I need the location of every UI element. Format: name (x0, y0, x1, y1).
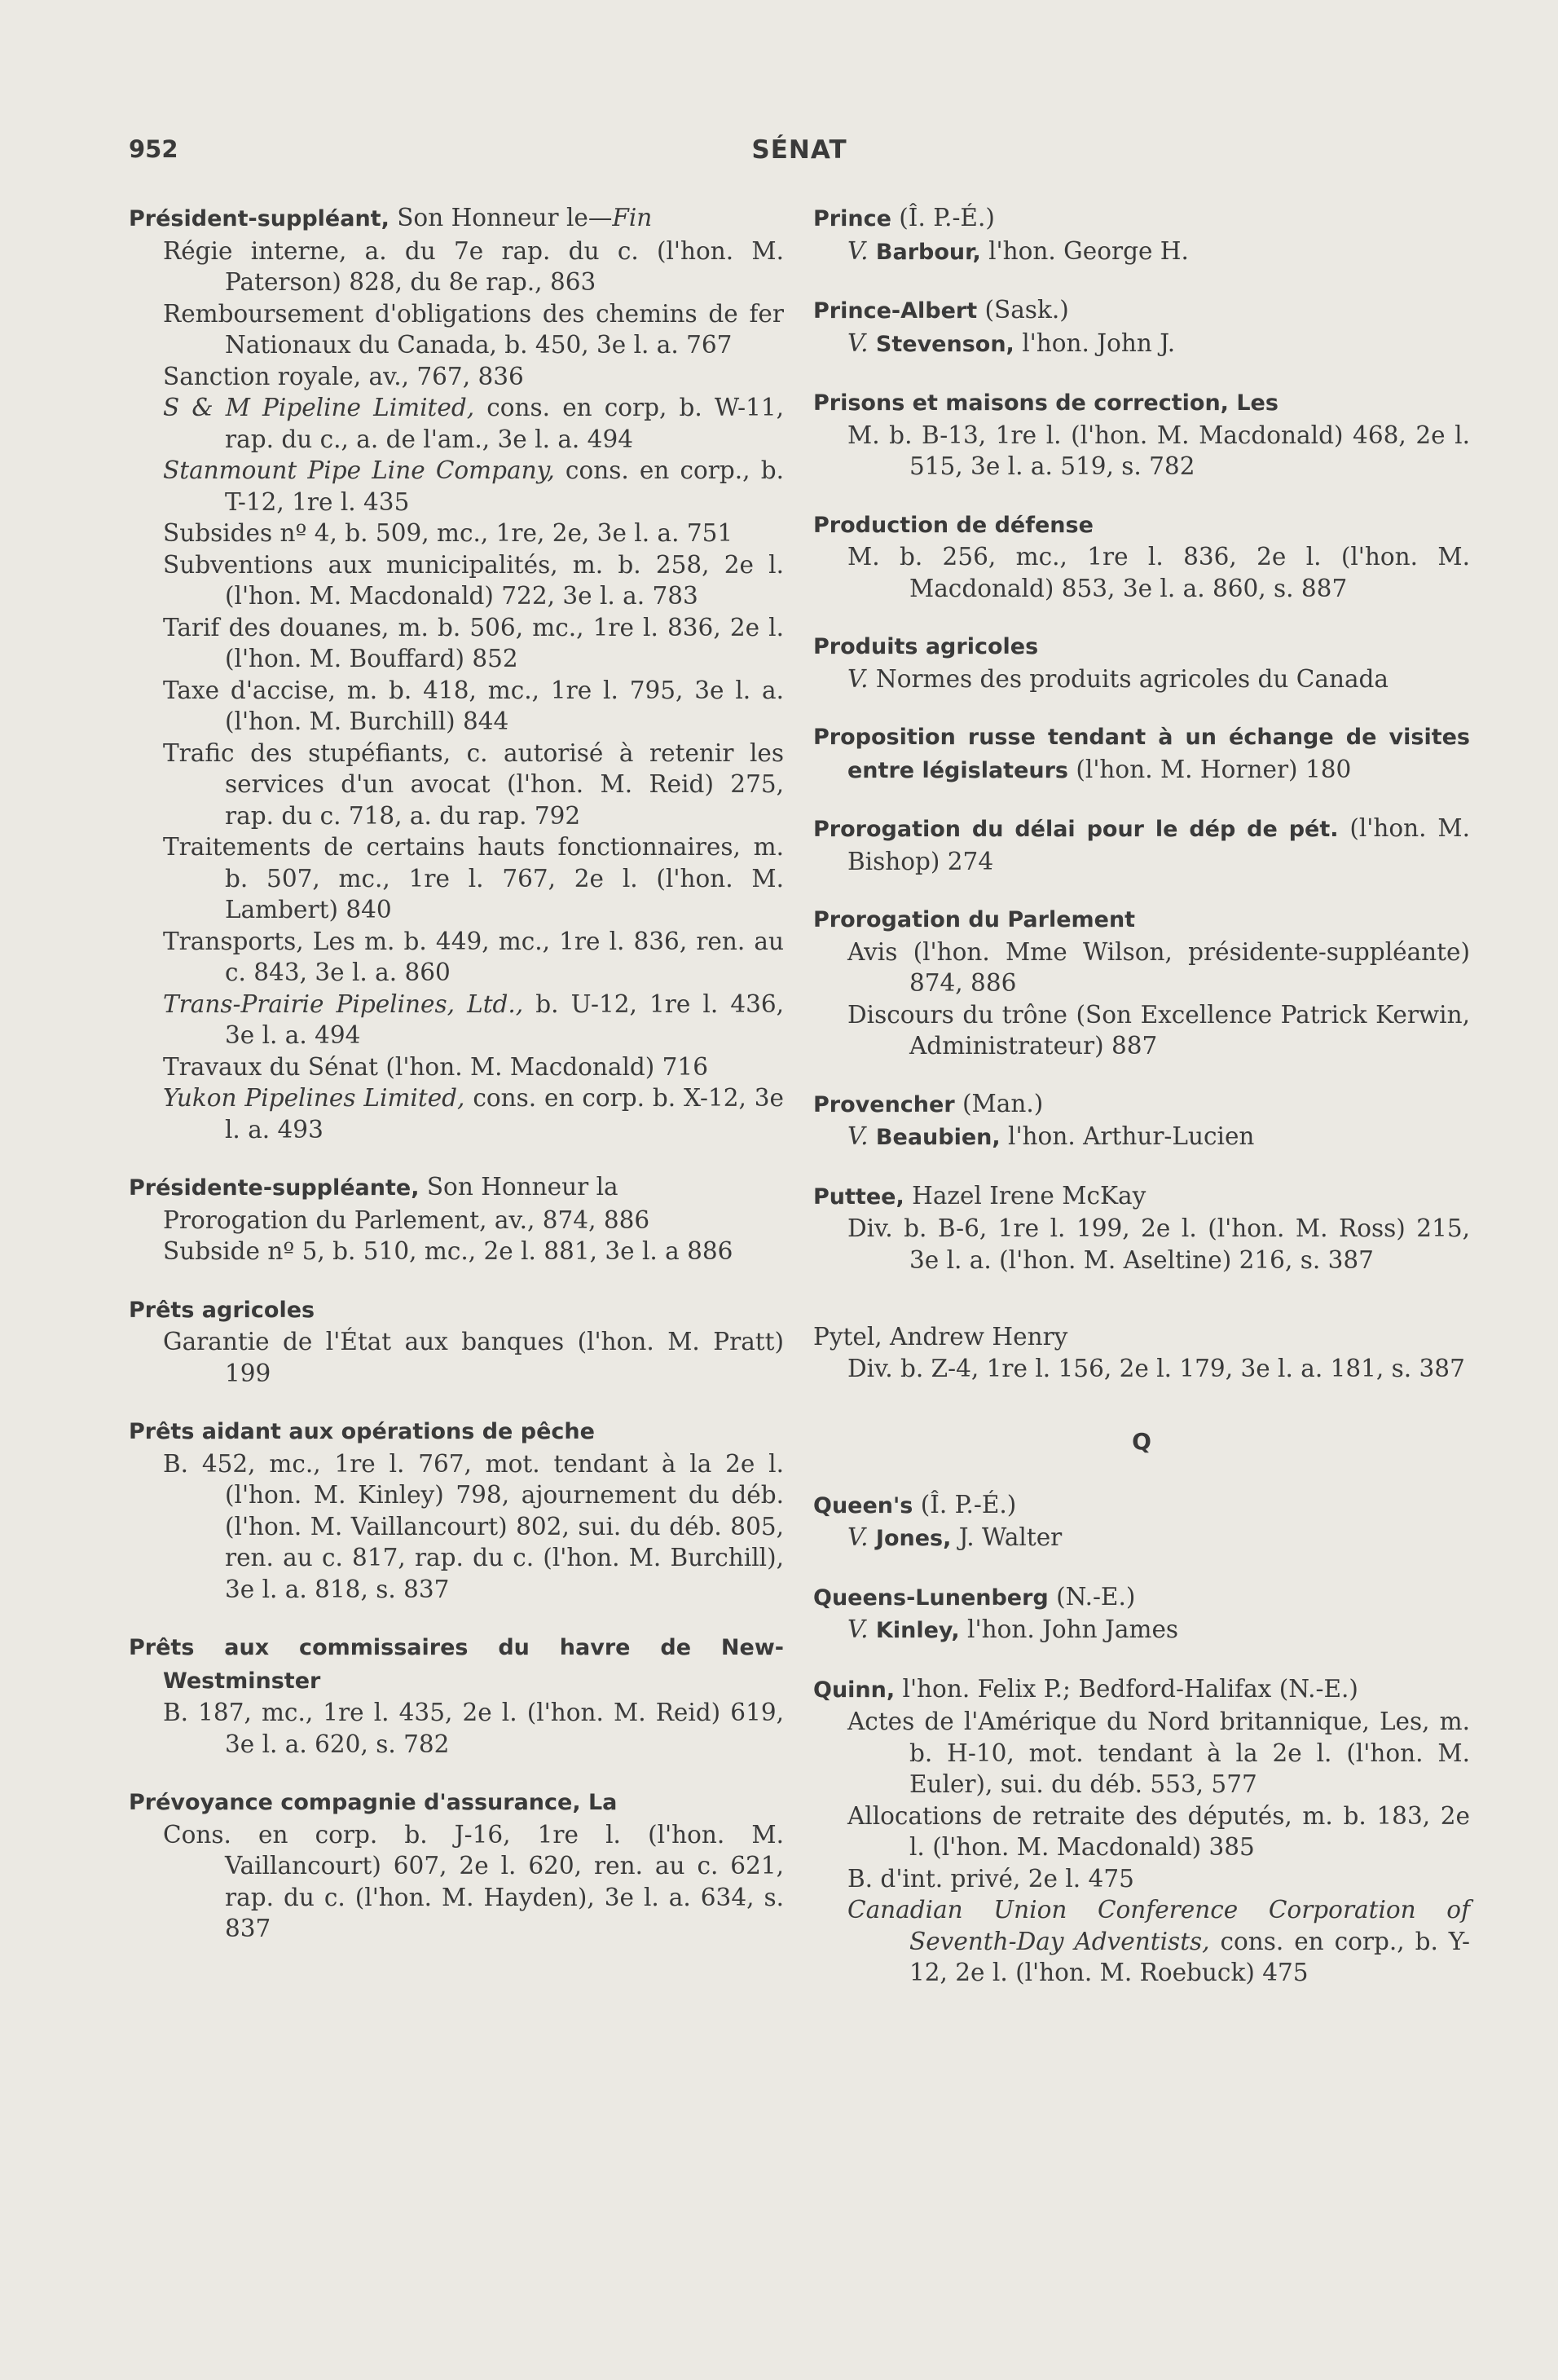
see-prefix: V. (847, 1523, 869, 1551)
entry-heading (813, 1673, 1470, 1707)
see-rest: l'hon. George H. (980, 236, 1189, 265)
sub-entry-text: B. d'int. privé, 2e l. 475 (847, 1864, 1134, 1893)
sub-entry (129, 612, 784, 675)
sub-entry-text: Remboursement d'obligations des chemins de fer Nationaux du Canada, b. 450, 3e l. a. 767 (163, 299, 784, 359)
index-entry (813, 202, 1470, 268)
running-title: SÉNAT (751, 135, 847, 165)
heading-extra: Fin (612, 204, 653, 231)
sub-entry-text: Garantie de l'État aux banques (l'hon. M. Pratt) 199 (163, 1328, 784, 1387)
sub-entry (813, 420, 1470, 483)
section-letter: Q (1132, 1428, 1151, 1455)
sub-entry-text: Sanction royale, av., 767, 836 (163, 362, 524, 390)
sub-entry (129, 738, 784, 832)
see-rest: l'hon. John James (959, 1615, 1179, 1643)
index-entry (129, 1294, 784, 1390)
sub-entry-text: cons. en corp. b. X-12, 3e l. a. 493 (225, 1084, 785, 1144)
sub-entry (813, 1800, 1470, 1863)
heading-text: Hazel Irene McKay (904, 1181, 1146, 1210)
entry-heading (813, 903, 1470, 937)
index-entry (813, 294, 1470, 360)
index-entry (813, 630, 1470, 694)
see-reference (813, 663, 1470, 695)
sub-entry-text: Prorogation du Parlement, av., 874, 886 (163, 1205, 650, 1234)
heading-term: Puttee, (813, 1183, 904, 1210)
sub-entry-text: cons. en corp., b. T-12, 1re l. 435 (225, 456, 784, 516)
heading-term: Prêts aux commissaires du havre de New-Westminster (129, 1635, 784, 1694)
entry-heading (813, 202, 1470, 236)
heading-text: Son Honneur la (419, 1173, 618, 1201)
heading-text: Pytel, Andrew Henry (813, 1323, 1068, 1351)
sub-entry (129, 1205, 784, 1236)
heading-term: Prisons et maisons de correction, Les (813, 390, 1279, 416)
see-rest: l'hon. Arthur-Lucien (1000, 1122, 1255, 1150)
sub-entry (813, 937, 1470, 999)
sub-entry-text: Allocations de retraite des députés, m. b. 183, 2e l. (l'hon. M. Macdonald) 385 (847, 1801, 1470, 1861)
index-entry (813, 721, 1470, 787)
sub-entry-italic: Stanmount Pipe Line Company, (163, 456, 555, 484)
sub-entry-italic: Trans-Prairie Pipelines, Ltd., (163, 989, 524, 1018)
sub-entry (129, 1448, 784, 1606)
heading-term: Proposition russe tendant à un échange de visites entre législateurs (813, 725, 1470, 783)
sub-entry (813, 1863, 1470, 1895)
sub-entry (129, 1326, 784, 1389)
see-rest: Normes des produits agricoles du Canada (875, 664, 1389, 693)
index-entry (813, 1489, 1470, 1555)
sub-entry-text: Subside nº 5, b. 510, mc., 2e l. 881, 3e l. a 886 (163, 1237, 733, 1265)
index-entry (813, 1581, 1470, 1647)
sub-entry (129, 1236, 784, 1267)
sub-entry (129, 455, 784, 518)
index-entry (813, 1088, 1470, 1154)
sub-entry-italic: Canadian Union Conference Corporation of Seventh-Day Adventists, (847, 1896, 1470, 1955)
sub-entry-text: Cons. en corp. b. J-16, 1re l. (l'hon. M. Vaillancourt) 607, 2e l. 620, ren. au c. 621, rap. du c. (l'hon. M. Hayden), 3e l. a. 634, s. 837 (163, 1820, 784, 1942)
entry-heading (129, 1631, 784, 1697)
see-reference (813, 1522, 1470, 1555)
see-reference (813, 1614, 1470, 1647)
heading-term: Prorogation du Parlement (813, 907, 1136, 932)
heading-term: Prévoyance compagnie d'assurance, La (129, 1790, 618, 1815)
sub-entry (813, 1213, 1470, 1276)
see-prefix: V. (847, 236, 869, 265)
sub-entry (129, 392, 784, 455)
see-reference (813, 236, 1470, 269)
heading-text: (l'hon. M. Bishop) 274 (847, 814, 1470, 875)
entry-heading (813, 1489, 1470, 1523)
sub-entry (129, 926, 784, 989)
sub-entry-text: Régie interne, a. du 7e rap. du c. (l'hon. M. Paterson) 828, du 8e rap., 863 (163, 236, 784, 296)
sub-entry (129, 831, 784, 926)
sub-entry-text: cons. en corp, b. W-11, rap. du c., a. de l'am., 3e l. a. 494 (225, 394, 784, 453)
heading-text: l'hon. Felix P.; Bedford-Halifax (N.-E.) (895, 1674, 1358, 1703)
see-name: Beaubien, (875, 1125, 1001, 1150)
sub-entry (129, 1051, 784, 1083)
sub-entry-text: Avis (l'hon. Mme Wilson, présidente-suppléante) 874, 886 (847, 937, 1470, 997)
entry-heading (129, 1171, 784, 1205)
heading-term: Quinn, (813, 1677, 896, 1703)
index-entry (813, 509, 1470, 605)
sub-entry (813, 1706, 1470, 1800)
sub-entry (813, 1353, 1470, 1385)
page-header (129, 135, 1470, 176)
sub-entry-text: Div. b. Z-4, 1re l. 156, 2e l. 179, 3e l. a. 181, s. 387 (847, 1354, 1465, 1382)
index-entry (813, 386, 1470, 483)
entry-heading (813, 630, 1470, 663)
sub-entry-text: Tarif des douanes, m. b. 506, mc., 1re l. 836, 2e l. (l'hon. M. Bouffard) 852 (163, 613, 784, 672)
entry-heading (813, 386, 1470, 420)
sub-entry-text: B. 452, mc., 1re l. 767, mot. tendant à la 2e l. (l'hon. M. Kinley) 798, ajournement du déb. (l'hon. M. Vaillancourt) 802, sui. du déb. 805, ren. au c. 817, rap. du c. (l'hon. M. Burchill), 3e l. a. 818, s. 837 (163, 1449, 784, 1603)
sub-entry-text: Actes de l'Amérique du Nord britannique, Les, m. b. H-10, mot. tendant à la 2e l. (l'hon. M. Euler), sui. du déb. 553, 577 (847, 1708, 1470, 1798)
see-name: Jones, (875, 1526, 952, 1551)
heading-text: (Î. P.-É.) (891, 204, 995, 231)
entry-heading (813, 721, 1470, 787)
entry-heading (129, 1294, 784, 1327)
heading-term: Prince-Albert (813, 298, 978, 324)
heading-term: Président-suppléant, (129, 206, 390, 231)
index-entry (129, 1171, 784, 1267)
heading-text: (l'hon. M. Horner) 180 (1068, 755, 1352, 783)
heading-term: Présidente-suppléante, (129, 1175, 420, 1201)
sub-entry-text: M. b. 256, mc., 1re l. 836, 2e l. (l'hon. M. Macdonald) 853, 3e l. a. 860, s. 887 (847, 543, 1470, 602)
heading-text: (Î. P.-É.) (913, 1490, 1017, 1518)
heading-text: (N.-E.) (1048, 1582, 1136, 1611)
entry-heading (129, 1415, 784, 1448)
sub-entry-text: Trafic des stupéfiants, c. autorisé à retenir les services d'un avocat (l'hon. M. Reid) 275, rap. du c. 718, a. du rap. 792 (163, 738, 784, 830)
sub-entry-text: M. b. B-13, 1re l. (l'hon. M. Macdonald) 468, 2e l. 515, 3e l. a. 519, s. 782 (847, 421, 1470, 480)
heading-term: Queen's (813, 1492, 913, 1518)
sub-entry-text: Subventions aux municipalités, m. b. 258, 2e l. (l'hon. M. Macdonald) 722, 3e l. a. 783 (163, 550, 784, 610)
sub-entry (129, 518, 784, 549)
see-name: Kinley, (875, 1618, 960, 1643)
entry-heading (813, 509, 1470, 542)
heading-term: Prorogation du délai pour le dép de pét. (813, 817, 1339, 842)
see-reference (813, 1121, 1470, 1154)
index-entry (813, 903, 1470, 1062)
sub-entry (129, 361, 784, 393)
heading-text: (Man.) (954, 1089, 1044, 1117)
heading-text: (Sask.) (977, 296, 1069, 324)
heading-term: Queens-Lunenberg (813, 1584, 1049, 1611)
sub-entry (813, 1894, 1470, 1989)
entry-heading (129, 1786, 784, 1819)
sub-entry-text: Taxe d'accise, m. b. 418, mc., 1re l. 795, 3e l. a. (l'hon. M. Burchill) 844 (163, 676, 784, 735)
see-rest: J. Walter (951, 1523, 1063, 1551)
index-column-right (813, 202, 1470, 2015)
sub-entry-text: Subsides nº 4, b. 509, mc., 1re, 2e, 3e l. a. 751 (163, 519, 733, 547)
page-number: 952 (129, 135, 178, 163)
heading-term: Provencher (813, 1091, 955, 1117)
heading-term: Produits agricoles (813, 634, 1039, 659)
index-entry (129, 1415, 784, 1605)
sub-entry-text: Travaux du Sénat (l'hon. M. Macdonald) 716 (163, 1052, 708, 1081)
heading-term: Prêts aidant aux opérations de pêche (129, 1419, 595, 1444)
index-entry (813, 1321, 1470, 1384)
see-prefix: V. (847, 1122, 869, 1150)
see-prefix: V. (847, 1615, 869, 1643)
sub-entry-italic: Yukon Pipelines Limited, (163, 1084, 465, 1112)
sub-entry-text: Discours du trône (Son Excellence Patrick Kerwin, Administrateur) 887 (847, 1000, 1470, 1060)
sub-entry (813, 541, 1470, 604)
sub-entry-text: B. 187, mc., 1re l. 435, 2e l. (l'hon. M. Reid) 619, 3e l. a. 620, s. 782 (163, 1699, 784, 1758)
index-column-left (129, 202, 784, 1971)
index-entry (129, 1631, 784, 1760)
heading-text: Son Honneur le— (389, 204, 613, 231)
see-rest: l'hon. John J. (1014, 328, 1176, 357)
index-entry (813, 1673, 1470, 1989)
sub-entry (129, 236, 784, 298)
sub-entry-text: cons. en corp., b. Y-12, 2e l. (l'hon. M. Roebuck) 475 (909, 1927, 1470, 1986)
entry-heading (813, 1088, 1470, 1122)
sub-entry-text: Div. b. B-6, 1re l. 199, 2e l. (l'hon. M. Ross) 215, 3e l. a. (l'hon. M. Aseltine) 216, s. 387 (847, 1214, 1470, 1274)
entry-heading (813, 1180, 1470, 1214)
sub-entry (129, 675, 784, 738)
sub-entry (129, 298, 784, 361)
index-entry (129, 1786, 784, 1945)
entry-heading (813, 813, 1470, 877)
sub-entry-italic: S & M Pipeline Limited, (163, 394, 475, 421)
sub-entry-text: Transports, Les m. b. 449, mc., 1re l. 836, ren. au c. 843, 3e l. a. 860 (163, 927, 784, 986)
sub-entry (129, 1819, 784, 1945)
sub-entry (129, 1082, 784, 1145)
see-prefix: V. (847, 328, 869, 357)
index-entry (813, 1180, 1470, 1276)
index-entry (129, 202, 784, 1145)
see-prefix: V. (847, 664, 869, 693)
sub-entry-text: Traitements de certains hauts fonctionnaires, m. b. 507, mc., 1re l. 767, 2e l. (l'hon. M. Lambert) 840 (163, 833, 784, 923)
see-name: Barbour, (875, 239, 981, 265)
sub-entry (813, 999, 1470, 1062)
entry-heading (813, 1321, 1470, 1353)
heading-term: Production de défense (813, 512, 1094, 538)
sub-entry (129, 1697, 784, 1760)
sub-entry-text: b. U-12, 1re l. 436, 3e l. a. 494 (225, 989, 785, 1049)
sub-entry (129, 549, 784, 612)
see-reference (813, 328, 1470, 361)
entry-heading (129, 202, 784, 236)
see-name: Stevenson, (875, 331, 1014, 357)
index-entry (813, 813, 1470, 877)
entry-heading (813, 1581, 1470, 1615)
heading-term: Prince (813, 206, 891, 231)
sub-entry (129, 989, 784, 1051)
entry-heading (813, 294, 1470, 328)
heading-term: Prêts agricoles (129, 1297, 315, 1323)
